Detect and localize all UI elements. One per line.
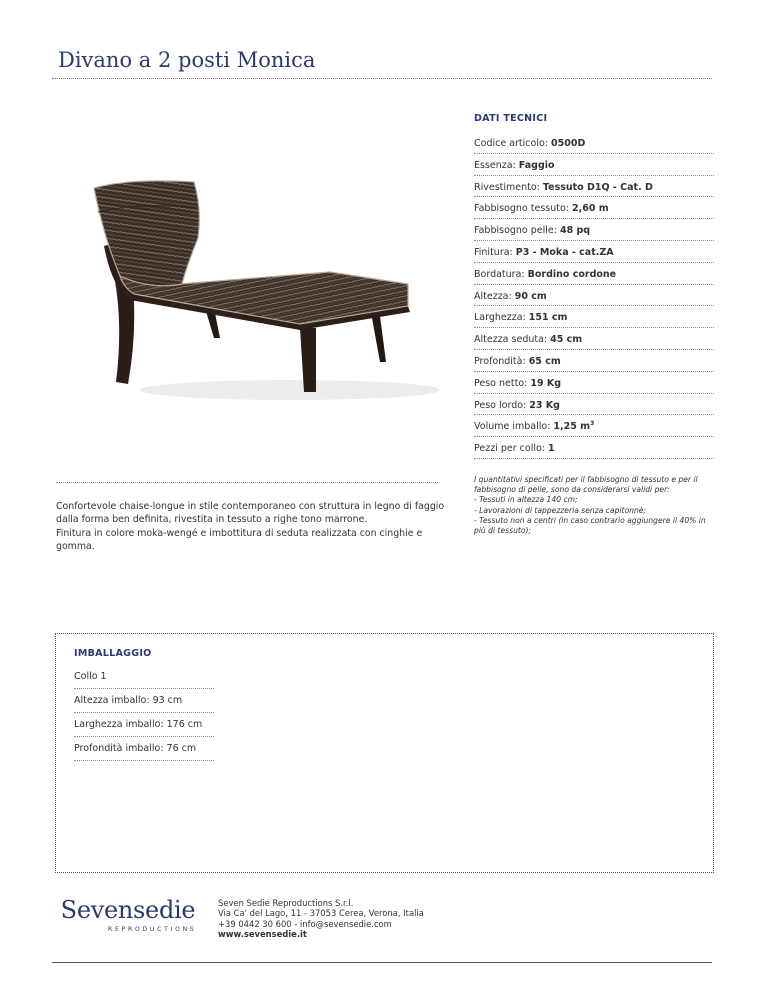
packaging-list <box>74 665 214 761</box>
company-website-link[interactable]: www.sevensedie.it <box>218 929 307 940</box>
spec-row <box>474 372 714 394</box>
spec-row <box>474 154 714 176</box>
company-address: Via Ca' del Lago, 11 - 37053 Cerea, Verona, Italia <box>218 908 424 919</box>
sevensedie-logo <box>50 896 206 940</box>
spec-row <box>474 219 714 241</box>
title-divider <box>52 78 712 79</box>
spec-row <box>474 437 714 459</box>
footer-divider <box>52 962 712 963</box>
description-paragraph: Confortevole chaise-longue in stile contemporaneo con struttura in legno di faggio dalla forma ben definita, rivestita in tessuto a righe tono marrone. <box>56 501 445 526</box>
company-name: Seven Sedie Reproductions S.r.l. <box>218 898 354 908</box>
spec-row <box>474 350 714 372</box>
logo-wordmark: Sevensedie <box>60 896 196 924</box>
spec-row <box>474 132 714 154</box>
packaging-row: Larghezza imballo: 176 cm <box>74 713 214 737</box>
spec-value: 151 cm <box>528 312 568 324</box>
spec-value: 45 cm <box>550 334 583 346</box>
company-info <box>218 898 478 940</box>
spec-label: Rivestimento: <box>474 181 543 193</box>
spec-label: Fabbisogno tessuto: <box>474 203 573 215</box>
logo-subtitle: REPRODUCTIONS <box>108 926 197 933</box>
spec-superscript: 3 <box>590 420 595 428</box>
description-divider <box>56 482 438 483</box>
note-line: - Tessuto non a centri (in caso contrario aggiungere il 40% in più di tessuto); <box>474 515 706 536</box>
company-contact: +39 0442 30 600 - info@sevensedie.com <box>218 918 392 929</box>
spec-label: Peso lordo: <box>474 399 530 411</box>
spec-label: Peso netto: <box>474 377 531 389</box>
page-title: Divano a 2 posti Monica <box>58 48 316 72</box>
spec-value: Bordino cordone <box>527 268 617 280</box>
note-line: - Lavorazioni di tappezzeria senza capitonnè; <box>474 505 646 515</box>
chaise-longue-image <box>90 178 440 408</box>
spec-row <box>474 241 714 263</box>
spec-row <box>474 415 714 437</box>
packaging-row: Profondità imballo: 76 cm <box>74 737 214 761</box>
note-line: I quantitativi specificati per il fabbisogno di tessuto e per il fabbisogno di pelle, sono da considerarsi validi per: <box>474 475 698 495</box>
packaging-row: Collo 1 <box>74 665 214 689</box>
packaging-heading: IMBALLAGGIO <box>74 648 152 659</box>
spec-value: Faggio <box>518 159 555 171</box>
spec-label: Fabbisogno pelle: <box>474 225 560 237</box>
spec-row <box>474 197 714 219</box>
spec-value: 23 Kg <box>529 399 560 411</box>
spec-value: 0500D <box>551 138 586 149</box>
technical-data <box>474 112 714 459</box>
spec-row <box>474 394 714 416</box>
spec-label: Profondità: <box>474 355 529 367</box>
product-description <box>56 500 456 554</box>
spec-label: Altezza seduta: <box>474 334 551 346</box>
description-paragraph: Finitura in colore moka-wengé e imbottitura di seduta realizzata con cinghie e gomma. <box>56 527 423 553</box>
spec-row <box>474 328 714 350</box>
spec-value: 90 cm <box>514 290 547 302</box>
spec-value: 2,60 m <box>572 203 609 215</box>
spec-row <box>474 176 714 198</box>
note-line: - Tessuti in altezza 140 cm; <box>474 495 578 505</box>
fabric-requirements-notes <box>474 475 719 536</box>
spec-label: Essenza: <box>474 159 519 171</box>
spec-value: 48 pq <box>559 225 591 237</box>
spec-label: Volume imballo: <box>474 421 554 433</box>
spec-value: Tessuto D1Q - Cat. D <box>542 181 653 193</box>
packaging-box <box>55 633 714 873</box>
spec-label: Finitura: <box>474 246 516 258</box>
spec-label: Bordatura: <box>474 268 528 280</box>
spec-row <box>474 306 714 328</box>
technical-data-heading: DATI TECNICI <box>474 113 548 124</box>
spec-label: Codice articolo: <box>474 138 552 149</box>
spec-value: 1,25 m <box>553 421 591 433</box>
spec-label: Pezzi per collo: <box>474 443 549 455</box>
spec-value: 65 cm <box>528 355 561 367</box>
spec-label: Altezza: <box>474 290 515 302</box>
spec-value: 19 Kg <box>530 377 562 389</box>
spec-value: P3 - Moka - cat.ZA <box>515 246 614 258</box>
spec-row <box>474 285 714 307</box>
spec-row <box>474 263 714 285</box>
spec-value: 1 <box>548 443 555 455</box>
spec-label: Larghezza: <box>474 312 529 324</box>
packaging-row: Altezza imballo: 93 cm <box>74 689 214 713</box>
